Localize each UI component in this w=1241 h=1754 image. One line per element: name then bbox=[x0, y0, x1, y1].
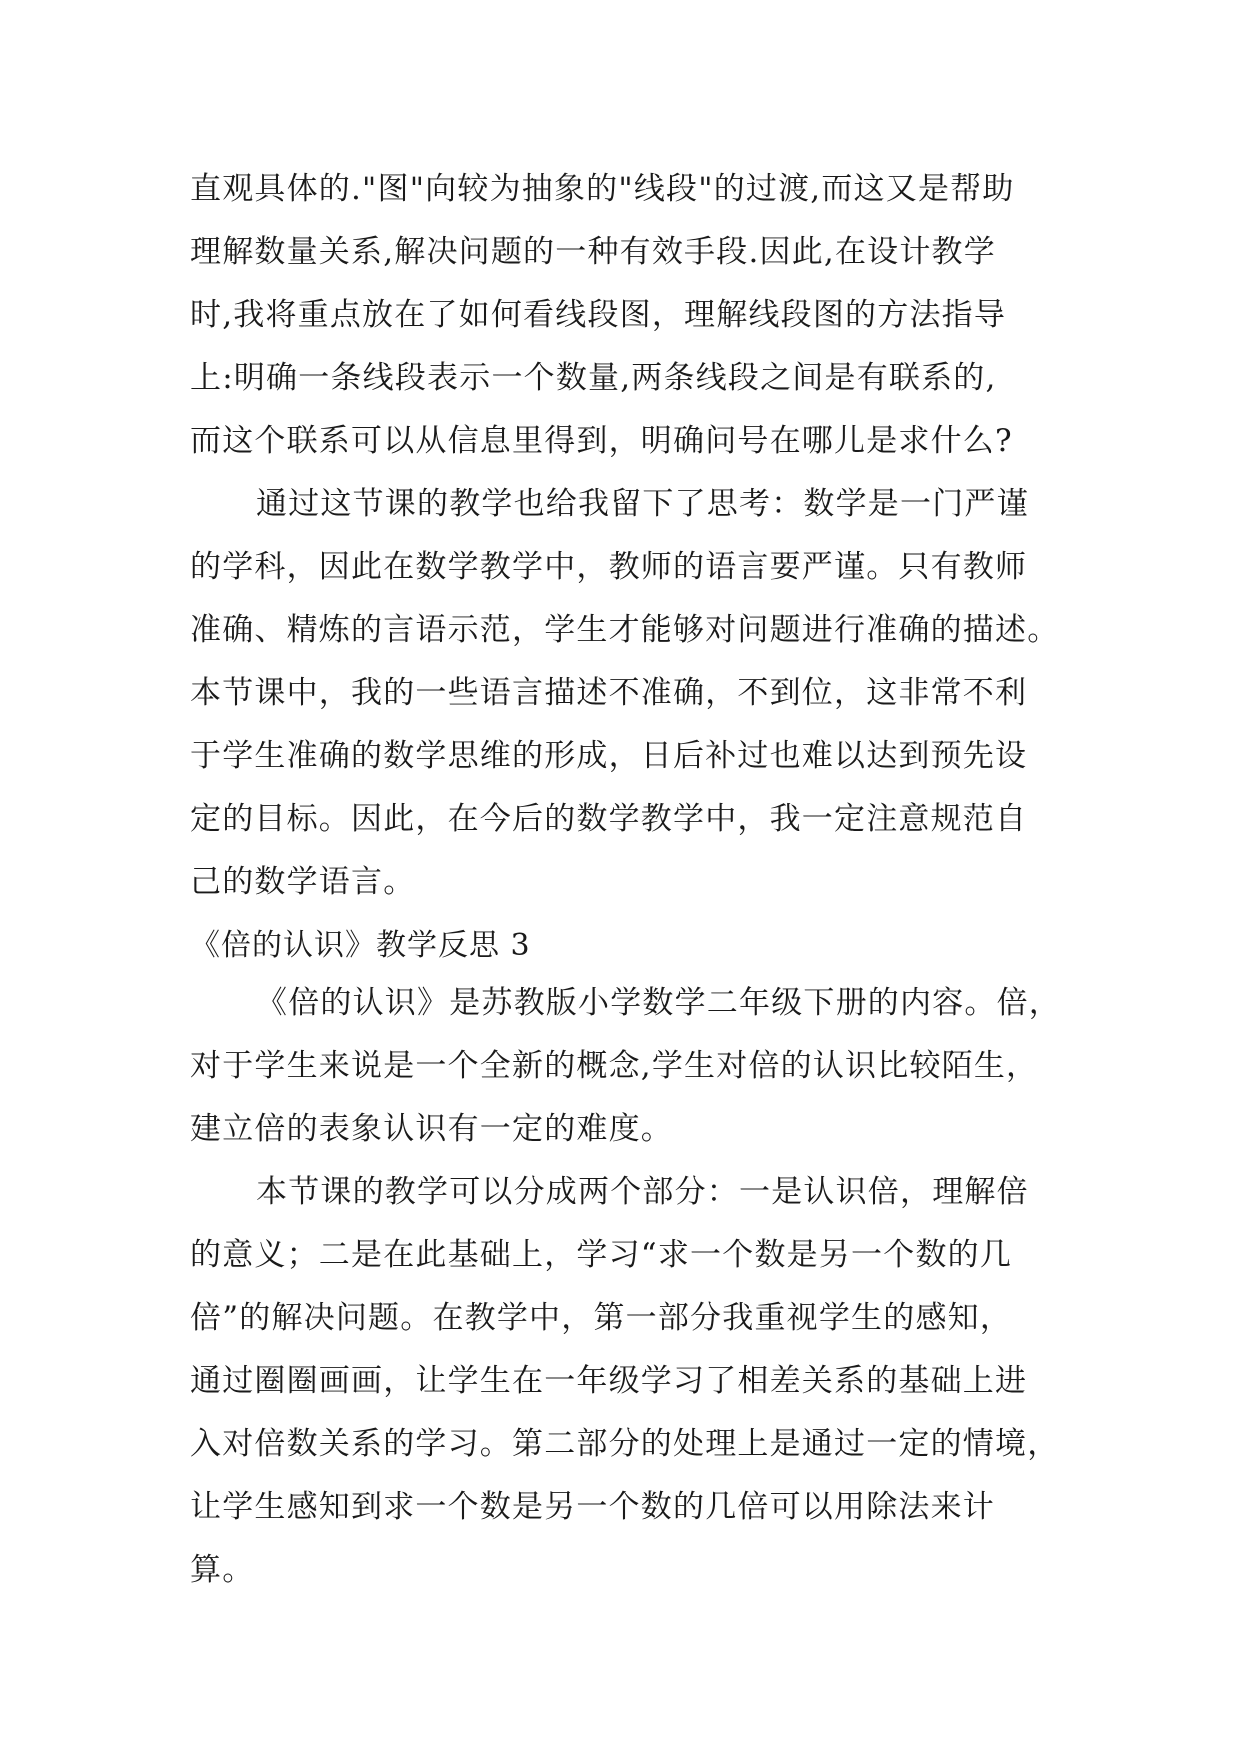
paragraph-line: 建立倍的表象认识有一定的难度。 bbox=[190, 1111, 673, 1147]
paragraph-line: 通过圈圈画画，让学生在一年级学习了相差关系的基础上进 bbox=[190, 1363, 1028, 1399]
paragraph-line: 理解数量关系,解决问题的一种有效手段.因此,在设计教学 bbox=[190, 234, 996, 270]
text-block-1 bbox=[190, 158, 1060, 914]
paragraph-line: 本节课的教学可以分成两个部分：一是认识倍，理解倍 bbox=[256, 1174, 1029, 1210]
paragraph-line: 算。 bbox=[190, 1552, 255, 1588]
paragraph-line: 定的目标。因此，在今后的数学教学中，我一定注意规范自 bbox=[190, 801, 1028, 837]
text-block-2 bbox=[190, 972, 1061, 1602]
paragraph-line: 直观具体的."图"向较为抽象的"线段"的过渡,而这又是帮助 bbox=[190, 171, 1015, 207]
paragraph-line: 于学生准确的数学思维的形成，日后补过也难以达到预先设 bbox=[190, 738, 1028, 774]
section-title: 《倍的认识》教学反思 3 bbox=[190, 928, 531, 963]
paragraph-line: 的学科，因此在数学教学中，教师的语言要严谨。只有教师 bbox=[190, 549, 1028, 585]
paragraph-line: 而这个联系可以从信息里得到，明确问号在哪儿是求什么? bbox=[190, 423, 1013, 459]
paragraph-line: 己的数学语言。 bbox=[190, 864, 416, 900]
paragraph-line: 时,我将重点放在了如何看线段图，理解线段图的方法指导 bbox=[190, 297, 1007, 333]
paragraph-line: 通过这节课的教学也给我留下了思考：数学是一门严谨 bbox=[256, 486, 1029, 522]
paragraph-line: 倍”的解决问题。在教学中，第一部分我重视学生的感知， bbox=[190, 1300, 1013, 1336]
paragraph-line: 上:明确一条线段表示一个数量,两条线段之间是有联系的, bbox=[190, 360, 997, 396]
paragraph-line: 《倍的认识》是苏教版小学数学二年级下册的内容。倍， bbox=[256, 985, 1061, 1021]
paragraph-line: 本节课中，我的一些语言描述不准确，不到位，这非常不利 bbox=[190, 675, 1028, 711]
paragraph-line: 对于学生来说是一个全新的概念,学生对倍的认识比较陌生， bbox=[190, 1048, 1039, 1084]
paragraph-line: 让学生感知到求一个数是另一个数的几倍可以用除法来计 bbox=[190, 1489, 995, 1525]
paragraph-line: 入对倍数关系的学习。第二部分的处理上是通过一定的情境， bbox=[190, 1426, 1060, 1462]
paragraph-line: 准确、精炼的言语示范，学生才能够对问题进行准确的描述。 bbox=[190, 612, 1060, 648]
paragraph-line: 的意义；二是在此基础上，学习“求一个数是另一个数的几 bbox=[190, 1237, 1013, 1273]
